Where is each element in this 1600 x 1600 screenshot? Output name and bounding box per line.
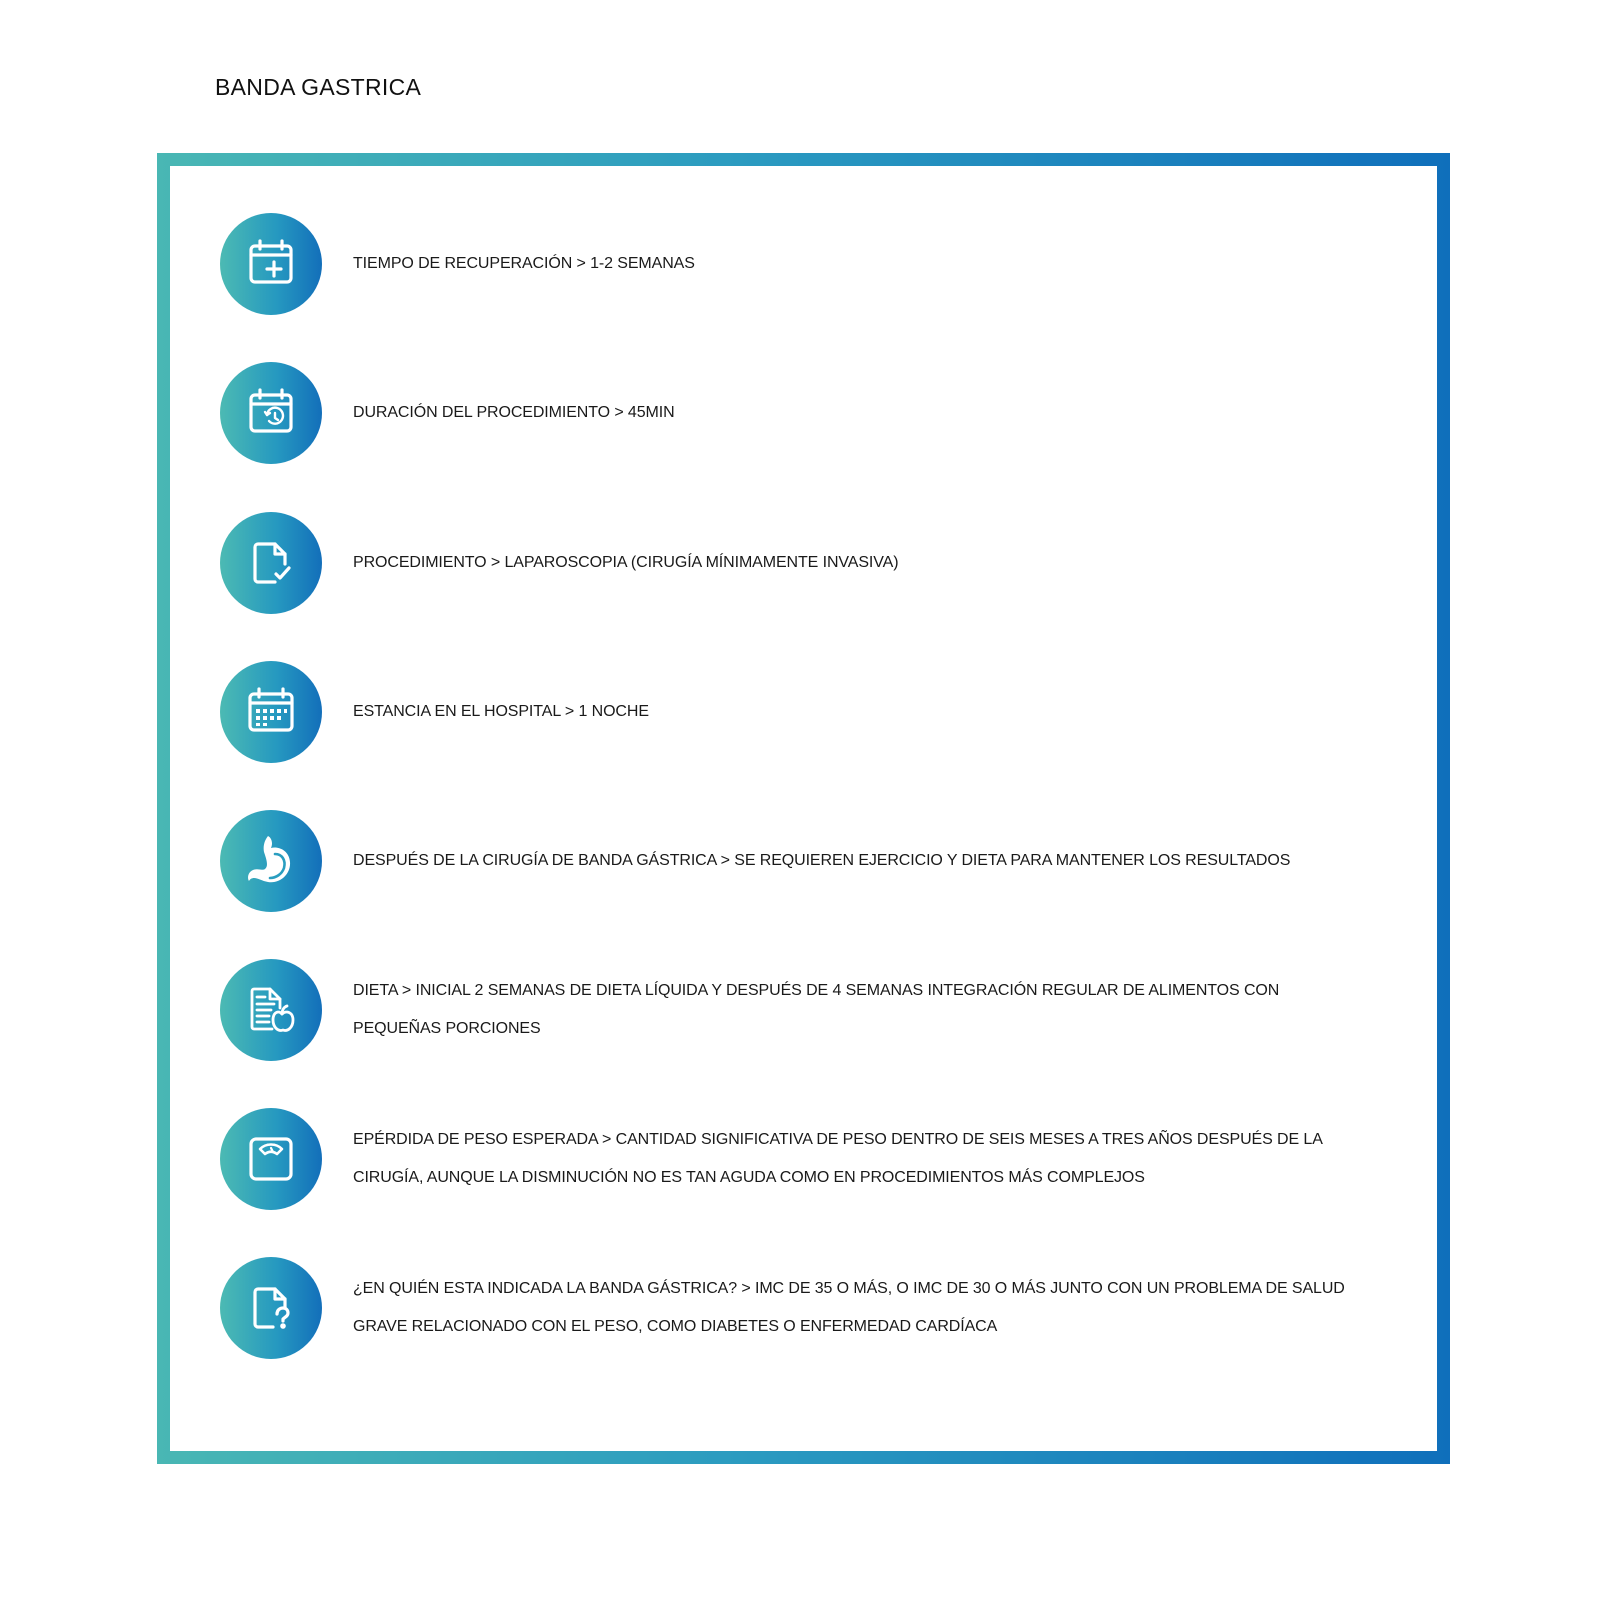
info-item-hospital-stay (220, 661, 1400, 763)
info-item-text: DURACIÓN DEL PROCEDIMIENTO > 45MIN (353, 404, 675, 421)
info-item-diet (220, 959, 1400, 1061)
info-card-frame (157, 153, 1450, 1464)
info-item-text: DIETA > INICIAL 2 SEMANAS DE DIETA LÍQUIDA Y DESPUÉS DE 4 SEMANAS INTEGRACIÓN REGULAR DE ALIMENTOS CON PEQUEÑAS PORCIONES (353, 982, 1280, 1037)
document-check-icon (220, 512, 322, 614)
info-item-indications (220, 1257, 1400, 1359)
stomach-icon (220, 810, 322, 912)
page-title: BANDA GASTRICA (215, 74, 422, 100)
info-item-text: DESPUÉS DE LA CIRUGÍA DE BANDA GÁSTRICA > SE REQUIEREN EJERCICIO Y DIETA PARA MANTENER LOS RESULTADOS (353, 852, 1291, 869)
info-item-text: ESTANCIA EN EL HOSPITAL > 1 NOCHE (353, 703, 649, 720)
weight-scale-icon (220, 1108, 322, 1210)
calendar-plus-icon (220, 213, 322, 315)
diet-document-apple-icon (220, 959, 322, 1061)
info-item-text: ¿EN QUIÉN ESTA INDICADA LA BANDA GÁSTRICA? > IMC DE 35 O MÁS, O IMC DE 30 O MÁS JUNTO CON UN PROBLEMA DE SALUD GRAVE RELACIONADO CON EL PESO, COMO DIABETES O ENFERMEDAD CARDÍACA (353, 1280, 1345, 1335)
info-item-procedure-duration (220, 362, 1400, 464)
info-item-recovery-time (220, 213, 1400, 315)
info-item-text: EPÉRDIDA DE PESO ESPERADA > CANTIDAD SIGNIFICATIVA DE PESO DENTRO DE SEIS MESES A TRES AÑOS DESPUÉS DE LA CIRUGÍA, AUNQUE LA DISMINUCIÓN NO ES TAN AGUDA COMO EN PROCEDIMIENTOS MÁS COMPLEJOS (353, 1131, 1322, 1186)
document-question-icon (220, 1257, 322, 1359)
calendar-clock-icon (220, 362, 322, 464)
info-card (170, 166, 1437, 1451)
info-item-text: PROCEDIMIENTO > LAPAROSCOPIA (CIRUGÍA MÍNIMAMENTE INVASIVA) (353, 554, 899, 571)
info-item-after-surgery (220, 810, 1400, 912)
info-item-expected-weight-loss (220, 1108, 1400, 1210)
calendar-grid-icon (220, 661, 322, 763)
info-item-procedure (220, 512, 1400, 614)
info-item-text: TIEMPO DE RECUPERACIÓN > 1-2 SEMANAS (353, 255, 695, 272)
